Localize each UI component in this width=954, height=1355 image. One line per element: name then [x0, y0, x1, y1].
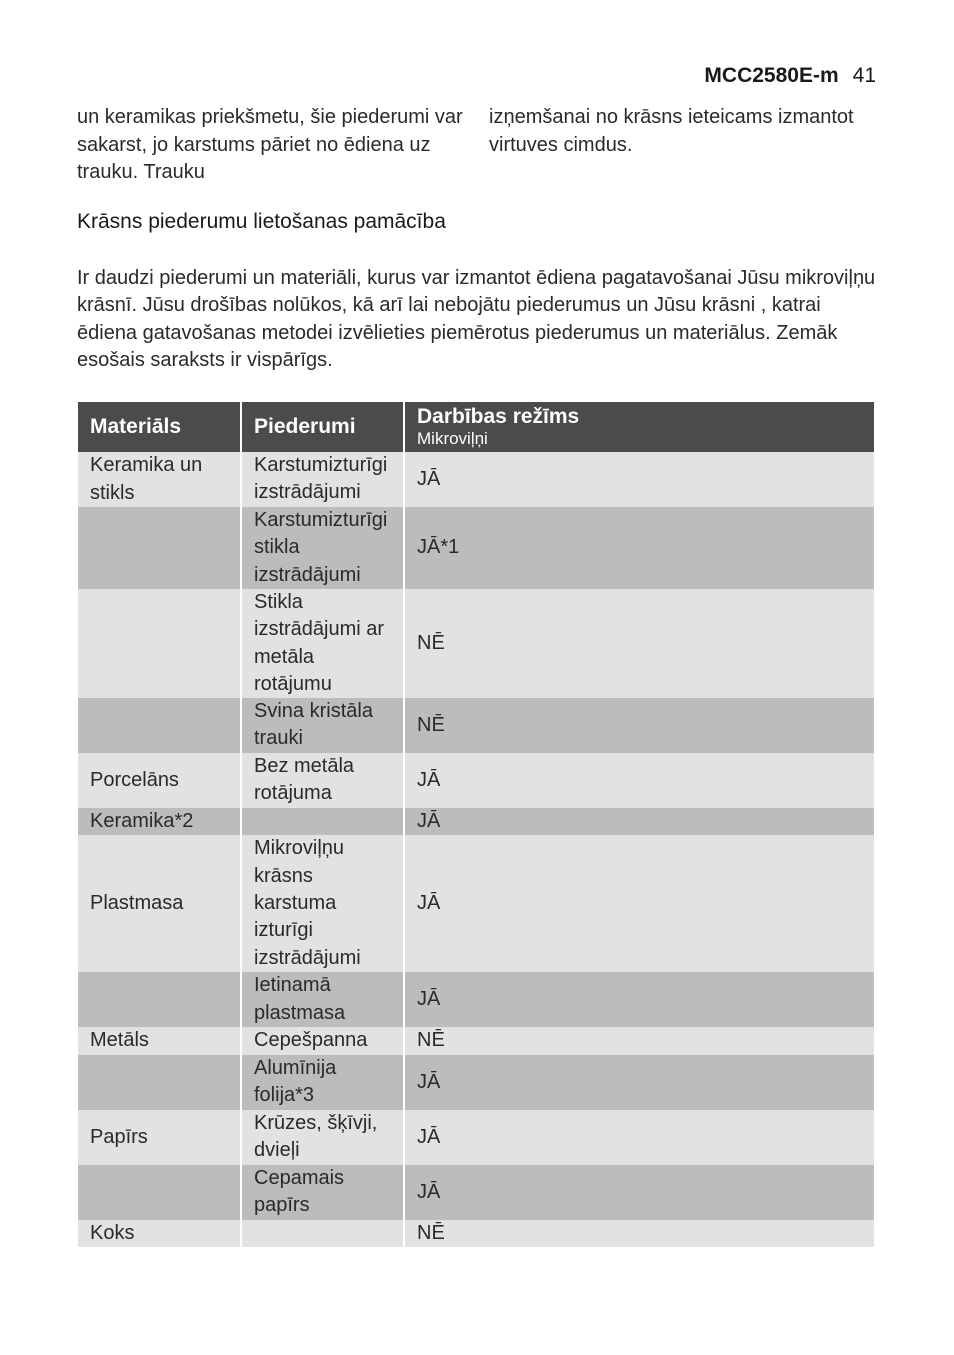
material-cell: Keramika un stikls [78, 452, 240, 507]
mode-cell: JĀ [405, 808, 874, 835]
material-cell [78, 972, 240, 1027]
mode-cell: NĒ [405, 589, 874, 698]
table-row [78, 835, 874, 972]
intro-paragraph: Ir daudzi piederumi un materiāli, kurus var izmantot ēdiena pagatavošanai Jūsu mikroviļņu krāsnī. Jūsu drošības nolūkos, kā arī lai nebojātu piederumus un Jūsu krāsni , katrai ēdiena gatavošanas metodei izvēlieties piemērotus piederumus un materiālus. Zemāk esošais saraksts ir vispārīgs. [77, 267, 876, 371]
utensils-cell [242, 1220, 403, 1247]
table-header-row [78, 402, 874, 452]
material-cell [78, 698, 240, 753]
mode-cell: NĒ [405, 698, 874, 753]
utensils-cell: Svina kristāla trauki [242, 698, 403, 753]
table-row [78, 1165, 874, 1220]
table-row [78, 1220, 874, 1247]
page-number: 41 [852, 64, 876, 87]
mode-cell: NĒ [405, 1220, 874, 1247]
material-cell: Plastmasa [78, 835, 240, 972]
material-cell [78, 589, 240, 698]
mode-cell: JĀ [405, 452, 874, 507]
section-heading: Krāsns piederumu lietošanas pamācība [77, 210, 446, 233]
table-row [78, 972, 874, 1027]
table-row [78, 589, 874, 698]
header-mode-title: Darbības režīms [417, 405, 580, 428]
table-row [78, 1027, 874, 1054]
mode-cell: NĒ [405, 1027, 874, 1054]
table-row [78, 698, 874, 753]
utensils-cell: Karstumizturīgi izstrādājumi [242, 452, 403, 507]
page-header [704, 64, 876, 88]
right-column-text: izņemšanai no krāsns ieteicams izmantot virtuves cimdus. [489, 106, 854, 156]
header-utensils: Piederumi [242, 402, 403, 452]
header-mode [405, 402, 874, 452]
utensils-cell: Krūzes, šķīvji, dvieļi [242, 1110, 403, 1165]
material-cell: Metāls [78, 1027, 240, 1054]
materials-table [76, 402, 876, 1247]
utensils-cell [242, 808, 403, 835]
material-cell [78, 507, 240, 589]
utensils-cell: Bez metāla rotājuma [242, 753, 403, 808]
utensils-cell: Cepamais papīrs [242, 1165, 403, 1220]
material-cell: Papīrs [78, 1110, 240, 1165]
utensils-cell: Alumīnija folija*3 [242, 1055, 403, 1110]
two-column-text [77, 104, 877, 187]
table-row [78, 753, 874, 808]
header-mode-sub: Mikroviļņi [417, 429, 488, 448]
material-cell: Koks [78, 1220, 240, 1247]
mode-cell: JĀ [405, 1055, 874, 1110]
utensils-cell: Cepešpanna [242, 1027, 403, 1054]
material-cell: Keramika*2 [78, 808, 240, 835]
left-column-text: un keramikas priekšmetu, šie piederumi var sakarst, jo karstums pāriet no ēdiena uz trauku. Trauku [77, 106, 463, 183]
material-cell [78, 1055, 240, 1110]
utensils-cell: Ietinamā plastmasa [242, 972, 403, 1027]
table-row [78, 452, 874, 507]
mode-cell: JĀ*1 [405, 507, 874, 589]
table-row [78, 1055, 874, 1110]
utensils-cell: Mikroviļņu krāsns karstuma izturīgi izstrādājumi [242, 835, 403, 972]
mode-cell: JĀ [405, 972, 874, 1027]
model-number: MCC2580E-m [704, 64, 839, 87]
material-cell: Porcelāns [78, 753, 240, 808]
table-row [78, 507, 874, 589]
table-row [78, 808, 874, 835]
material-cell [78, 1165, 240, 1220]
table-row [78, 1110, 874, 1165]
mode-cell: JĀ [405, 1165, 874, 1220]
utensils-cell: Karstumizturīgi stikla izstrādājumi [242, 507, 403, 589]
header-material: Materiāls [78, 402, 240, 452]
mode-cell: JĀ [405, 1110, 874, 1165]
utensils-cell: Stikla izstrādājumi ar metāla rotājumu [242, 589, 403, 698]
mode-cell: JĀ [405, 753, 874, 808]
table-body [78, 452, 874, 1247]
mode-cell: JĀ [405, 835, 874, 972]
